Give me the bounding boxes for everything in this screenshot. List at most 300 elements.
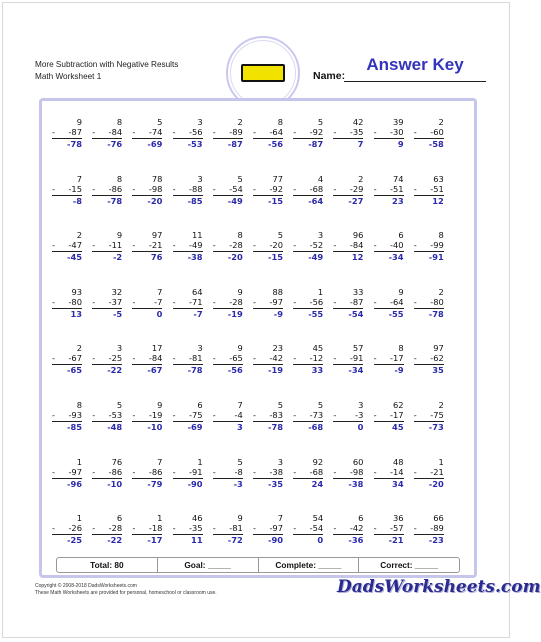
- subtrahend-row: [92, 353, 122, 363]
- answer: -22: [107, 535, 123, 546]
- subtrahend-row: [213, 240, 243, 250]
- answer: -55: [308, 308, 324, 319]
- subtrahend-row: [293, 127, 323, 137]
- answer: -54: [348, 308, 364, 319]
- subtrahend: -17: [390, 353, 404, 364]
- subtrahend: -89: [229, 127, 243, 137]
- minuend: 42: [352, 117, 364, 127]
- minus-sign: -: [92, 410, 96, 420]
- minuend: 5: [277, 400, 283, 410]
- minuend: 2: [76, 230, 82, 241]
- minus-sign: -: [92, 127, 96, 137]
- subtrahend: -57: [390, 523, 404, 534]
- subtrahend-row: [414, 523, 444, 533]
- copyright-line-1: Copyright © 2008-2018 DadsWorksheets.com: [35, 583, 137, 589]
- answer: -85: [187, 195, 203, 206]
- minus-sign: -: [52, 296, 55, 307]
- subtrahend: -81: [229, 523, 243, 534]
- minus-sign: -: [132, 127, 136, 137]
- minus-sign: -: [52, 240, 55, 251]
- subtraction-problem: [92, 513, 122, 545]
- subtrahend: -99: [430, 240, 444, 251]
- minuend: 7: [157, 286, 163, 297]
- minus-sign: -: [373, 466, 377, 477]
- subtraction-problem: [132, 400, 162, 432]
- subtraction-problem: [173, 287, 203, 319]
- subtrahend: -26: [68, 523, 82, 534]
- subtrahend: -51: [390, 183, 404, 194]
- subtraction-problem: [173, 230, 203, 262]
- answer: -76: [107, 139, 123, 149]
- subtrahend: -15: [68, 183, 82, 194]
- answer: -34: [348, 365, 364, 376]
- subtrahend-row: [92, 184, 122, 194]
- answer: -68: [308, 422, 324, 432]
- subtrahend-row: [414, 410, 444, 420]
- minuend: 3: [116, 343, 123, 354]
- subtrahend-row: [293, 184, 323, 194]
- subtrahend-row: [52, 353, 82, 363]
- minus-sign: -: [92, 240, 96, 251]
- subtrahend: -87: [68, 127, 82, 137]
- answer: -35: [268, 478, 283, 489]
- answer: -55: [388, 308, 404, 319]
- answer: -20: [147, 195, 163, 206]
- minuend: 97: [433, 343, 444, 354]
- answer: 12: [432, 195, 444, 206]
- answer: -72: [227, 535, 243, 546]
- minuend: 1: [76, 513, 82, 524]
- subtrahend: -97: [269, 296, 283, 307]
- minuend: 7: [237, 400, 243, 410]
- subtrahend-row: [132, 297, 162, 307]
- minus-sign: -: [52, 353, 55, 364]
- subtrahend-row: [173, 240, 203, 250]
- answer: -17: [147, 535, 163, 546]
- subtrahend-row: [293, 523, 323, 533]
- answer: -34: [388, 252, 404, 263]
- answer: 23: [392, 195, 404, 206]
- minuend: 3: [197, 343, 203, 354]
- minuend: 5: [237, 456, 243, 467]
- subtraction-problem: [253, 457, 283, 489]
- subtrahend-row: [52, 410, 82, 420]
- subtrahend: -81: [189, 353, 203, 364]
- answer: -67: [147, 365, 163, 376]
- minuend: 3: [277, 456, 283, 467]
- minuend: 6: [197, 400, 203, 410]
- worksheet-page: [2, 2, 541, 638]
- answer: -64: [308, 195, 324, 206]
- subtraction-problem: [414, 117, 444, 149]
- minuend: 6: [358, 513, 364, 524]
- minuend: 62: [393, 400, 404, 410]
- subtraction-problem: [92, 343, 122, 375]
- minuend: 3: [197, 173, 203, 184]
- subtrahend: -91: [189, 466, 203, 477]
- subtrahend: -8: [234, 466, 243, 477]
- subtrahend: -18: [148, 523, 163, 534]
- minuend: 6: [116, 513, 123, 524]
- minuend: 93: [71, 286, 82, 297]
- minuend: 4: [317, 173, 324, 184]
- subtrahend: -64: [269, 127, 283, 137]
- minus-sign: -: [52, 183, 55, 194]
- minuend: 8: [438, 230, 444, 241]
- subtraction-problem: [92, 287, 122, 319]
- subtraction-problem: [333, 513, 363, 545]
- subtraction-problem: [253, 230, 283, 262]
- answer: -15: [268, 252, 283, 263]
- subtraction-problem: [52, 400, 82, 432]
- subtrahend: -86: [108, 466, 123, 477]
- subtrahend-row: [333, 240, 363, 250]
- minuend: 9: [237, 286, 243, 297]
- subtrahend: -54: [229, 183, 243, 194]
- subtraction-problem: [132, 513, 162, 545]
- subtrahend-row: [414, 127, 444, 137]
- subtrahend: -83: [269, 410, 283, 420]
- subtrahend: -11: [108, 240, 123, 251]
- minus-sign: -: [92, 466, 96, 477]
- subtrahend: -28: [229, 296, 243, 307]
- answer: -23: [428, 535, 444, 546]
- subtrahend-row: [333, 297, 363, 307]
- subtraction-problem: [333, 343, 363, 375]
- subtraction-problem: [253, 174, 283, 206]
- subtrahend: -56: [189, 127, 203, 137]
- subtraction-problem: [374, 287, 404, 319]
- minuend: 36: [393, 513, 404, 524]
- minuend: 9: [398, 286, 404, 297]
- copyright-notice: [35, 583, 217, 597]
- subtrahend: -21: [148, 240, 163, 251]
- subtrahend-row: [333, 410, 363, 420]
- subtraction-problem: [132, 343, 162, 375]
- minus-sign: -: [212, 523, 216, 534]
- subtrahend: -56: [309, 296, 324, 307]
- subtrahend: -98: [148, 183, 163, 194]
- minuend: 3: [358, 400, 364, 410]
- answer: -19: [227, 308, 243, 319]
- subtrahend: -98: [349, 466, 364, 477]
- subtraction-problem: [253, 117, 283, 149]
- answer: -15: [268, 195, 283, 206]
- subtrahend-row: [253, 240, 283, 250]
- minus-sign: -: [333, 466, 337, 477]
- answer: -10: [107, 478, 123, 489]
- minuend: 11: [192, 230, 203, 241]
- subtrahend: -51: [430, 183, 444, 194]
- subtraction-problem: [374, 343, 404, 375]
- subtraction-problem: [333, 117, 363, 149]
- subtrahend: -88: [189, 183, 203, 194]
- subtrahend-row: [213, 467, 243, 477]
- subtrahend: -28: [108, 523, 123, 534]
- subtrahend-row: [52, 297, 82, 307]
- minus-sign: -: [172, 183, 176, 194]
- subtrahend-row: [293, 297, 323, 307]
- subtrahend: -38: [269, 466, 283, 477]
- subtraction-problem: [213, 513, 243, 545]
- minus-sign: -: [333, 240, 337, 251]
- subtrahend-row: [92, 240, 122, 250]
- answer: -22: [107, 365, 123, 376]
- subtrahend: -12: [309, 353, 324, 364]
- subtraction-problem: [213, 174, 243, 206]
- minuend: 2: [76, 343, 82, 354]
- subtrahend-row: [92, 523, 122, 533]
- minus-sign: -: [373, 127, 377, 137]
- minuend: 23: [272, 343, 283, 354]
- answer: -5: [112, 308, 123, 319]
- answer: -65: [67, 365, 82, 376]
- subtraction-problem: [52, 230, 82, 262]
- minus-sign: -: [212, 127, 216, 137]
- subtrahend-row: [374, 523, 404, 533]
- subtrahend: -87: [349, 296, 364, 307]
- minus-sign: -: [212, 240, 216, 251]
- subtrahend-row: [52, 467, 82, 477]
- minuend: 7: [76, 173, 82, 184]
- subtrahend: -80: [68, 296, 82, 307]
- minus-sign: -: [253, 410, 256, 420]
- subtrahend-row: [333, 467, 363, 477]
- subtrahend: -89: [430, 523, 444, 534]
- brand-logo: DadsWorksheets.com: [337, 577, 541, 597]
- subtrahend-row: [132, 127, 162, 137]
- answer: 12: [351, 252, 364, 263]
- answer: -20: [428, 478, 444, 489]
- minuend: 5: [116, 400, 123, 410]
- minuend: 9: [237, 343, 243, 354]
- subtrahend-row: [253, 184, 283, 194]
- minus-sign: -: [132, 353, 136, 364]
- subtrahend-row: [52, 240, 82, 250]
- subtrahend: -73: [309, 410, 324, 420]
- subtrahend: -84: [148, 353, 163, 364]
- minuend: 64: [192, 286, 203, 297]
- minuend: 92: [312, 456, 324, 467]
- minus-sign: -: [333, 353, 337, 364]
- minus-sign: -: [333, 410, 337, 420]
- minus-sign: -: [52, 523, 55, 534]
- minus-sign: -: [253, 466, 256, 477]
- subtrahend-row: [132, 353, 162, 363]
- subtrahend: -53: [108, 410, 123, 420]
- subtrahend: -4: [234, 410, 243, 420]
- subtrahend-row: [173, 353, 203, 363]
- answer: 13: [70, 308, 82, 319]
- subtrahend-row: [213, 523, 243, 533]
- answer: -87: [308, 139, 324, 149]
- subtrahend-row: [92, 410, 122, 420]
- subtraction-problem: [173, 513, 203, 545]
- answer: -9: [273, 308, 283, 319]
- minus-sign: -: [172, 240, 176, 251]
- subtrahend: -17: [390, 410, 404, 420]
- minus-sign: -: [293, 353, 297, 364]
- subtraction-problem: [253, 343, 283, 375]
- subtrahend: -84: [108, 127, 123, 137]
- subtraction-problem: [414, 513, 444, 545]
- minuend: 8: [116, 173, 123, 184]
- answer: -87: [227, 139, 243, 149]
- minuend: 17: [151, 343, 163, 354]
- title-line-1: More Subtraction with Negative Results: [35, 60, 179, 69]
- subtrahend: -25: [108, 353, 123, 364]
- subtrahend-row: [173, 523, 203, 533]
- subtrahend: -91: [349, 353, 364, 364]
- minuend: 97: [151, 230, 163, 241]
- subtraction-problem: [213, 343, 243, 375]
- minus-sign: -: [373, 183, 377, 194]
- subtrahend: -14: [390, 466, 404, 477]
- minuend: 1: [317, 286, 324, 297]
- subtrahend: -42: [269, 353, 283, 364]
- minuend: 76: [111, 456, 123, 467]
- subtrahend: -65: [229, 353, 243, 364]
- subtraction-problem: [293, 117, 323, 149]
- total-cell: Total: 80: [57, 558, 158, 572]
- subtrahend-row: [132, 410, 162, 420]
- answer: 11: [191, 535, 203, 546]
- minus-sign: -: [212, 466, 216, 477]
- subtraction-problem: [52, 513, 82, 545]
- subtrahend-row: [92, 127, 122, 137]
- answer: -58: [428, 139, 444, 149]
- subtrahend-row: [132, 240, 162, 250]
- minuend: 78: [151, 173, 163, 184]
- subtrahend-row: [253, 297, 283, 307]
- subtrahend: -29: [349, 183, 364, 194]
- minuend: 5: [237, 173, 243, 184]
- subtraction-problem: [374, 230, 404, 262]
- subtraction-problem: [293, 287, 323, 319]
- minuend: 2: [358, 173, 364, 184]
- answer: -2: [112, 252, 123, 263]
- subtrahend-row: [414, 297, 444, 307]
- minus-sign: -: [293, 296, 297, 307]
- name-label: Name:: [313, 70, 346, 82]
- complete-cell: Complete: _____: [259, 558, 360, 572]
- subtrahend-row: [374, 353, 404, 363]
- answer: 9: [397, 139, 404, 149]
- subtraction-problem: [173, 174, 203, 206]
- minus-sign: -: [172, 127, 176, 137]
- correct-cell: Correct: _____: [380, 560, 438, 570]
- minus-sign: -: [212, 410, 216, 420]
- subtrahend-row: [293, 353, 323, 363]
- minuend: 7: [157, 456, 163, 467]
- answer: -21: [388, 535, 404, 546]
- minuend: 2: [438, 117, 444, 127]
- subtrahend-row: [293, 467, 323, 477]
- subtrahend-row: [293, 410, 323, 420]
- minus-sign: -: [413, 127, 417, 137]
- minus-sign: -: [333, 183, 337, 194]
- subtrahend-row: [213, 127, 243, 137]
- subtrahend: -74: [148, 127, 163, 137]
- subtrahend: -75: [189, 410, 203, 420]
- subtrahend: -35: [349, 127, 364, 137]
- minuend: 33: [352, 286, 364, 297]
- minuend: 8: [116, 117, 123, 127]
- answer-key-title: Answer Key: [366, 55, 464, 74]
- minus-sign: -: [293, 410, 297, 420]
- answer: -78: [67, 139, 82, 149]
- minuend: 88: [272, 286, 283, 297]
- subtraction-problem: [414, 400, 444, 432]
- answer: -48: [107, 422, 123, 432]
- subtrahend-row: [52, 523, 82, 533]
- answer: 0: [317, 535, 324, 546]
- answer: -25: [67, 535, 82, 546]
- subtraction-problem: [414, 457, 444, 489]
- minuend: 5: [317, 400, 324, 410]
- answer: -38: [187, 252, 203, 263]
- minuend: 46: [192, 513, 203, 524]
- subtraction-problem: [92, 400, 122, 432]
- subtrahend: -84: [349, 240, 364, 251]
- minus-sign: -: [373, 353, 377, 364]
- subtrahend: -67: [68, 353, 82, 364]
- minus-sign: -: [253, 127, 256, 137]
- answer: 35: [432, 365, 444, 376]
- subtraction-problem: [132, 174, 162, 206]
- minus-sign: -: [172, 410, 176, 420]
- minuend: 8: [76, 400, 82, 410]
- minus-sign: -: [132, 410, 136, 420]
- minus-sign: -: [293, 127, 297, 137]
- minuend: 5: [277, 230, 283, 241]
- answer: 45: [392, 422, 404, 432]
- subtrahend: -28: [229, 240, 243, 251]
- subtrahend: -93: [68, 410, 82, 420]
- subtrahend-row: [333, 127, 363, 137]
- minus-sign: -: [413, 466, 417, 477]
- subtrahend-row: [333, 184, 363, 194]
- eraser-icon: [241, 64, 285, 82]
- minuend: 8: [237, 230, 243, 241]
- minuend: 1: [76, 456, 82, 467]
- minus-sign: -: [132, 240, 136, 251]
- subtrahend-row: [414, 184, 444, 194]
- subtrahend-row: [374, 184, 404, 194]
- minus-sign: -: [413, 240, 417, 251]
- minuend: 57: [352, 343, 364, 354]
- minus-sign: -: [212, 353, 216, 364]
- minuend: 32: [111, 286, 123, 297]
- subtraction-problem: [213, 457, 243, 489]
- subtrahend: -7: [154, 296, 163, 307]
- minuend: 66: [433, 513, 444, 524]
- subtraction-problem: [374, 117, 404, 149]
- subtrahend-row: [374, 240, 404, 250]
- answer: -7: [193, 308, 203, 319]
- minuend: 3: [317, 230, 324, 241]
- subtrahend: -40: [390, 240, 404, 251]
- answer: -53: [187, 139, 203, 149]
- subtrahend-row: [132, 184, 162, 194]
- answer: -69: [147, 139, 163, 149]
- subtraction-problem: [92, 174, 122, 206]
- subtraction-problem: [333, 287, 363, 319]
- minus-sign: -: [373, 523, 377, 534]
- subtrahend: -35: [189, 523, 203, 534]
- subtraction-problem: [213, 230, 243, 262]
- minus-sign: -: [212, 183, 216, 194]
